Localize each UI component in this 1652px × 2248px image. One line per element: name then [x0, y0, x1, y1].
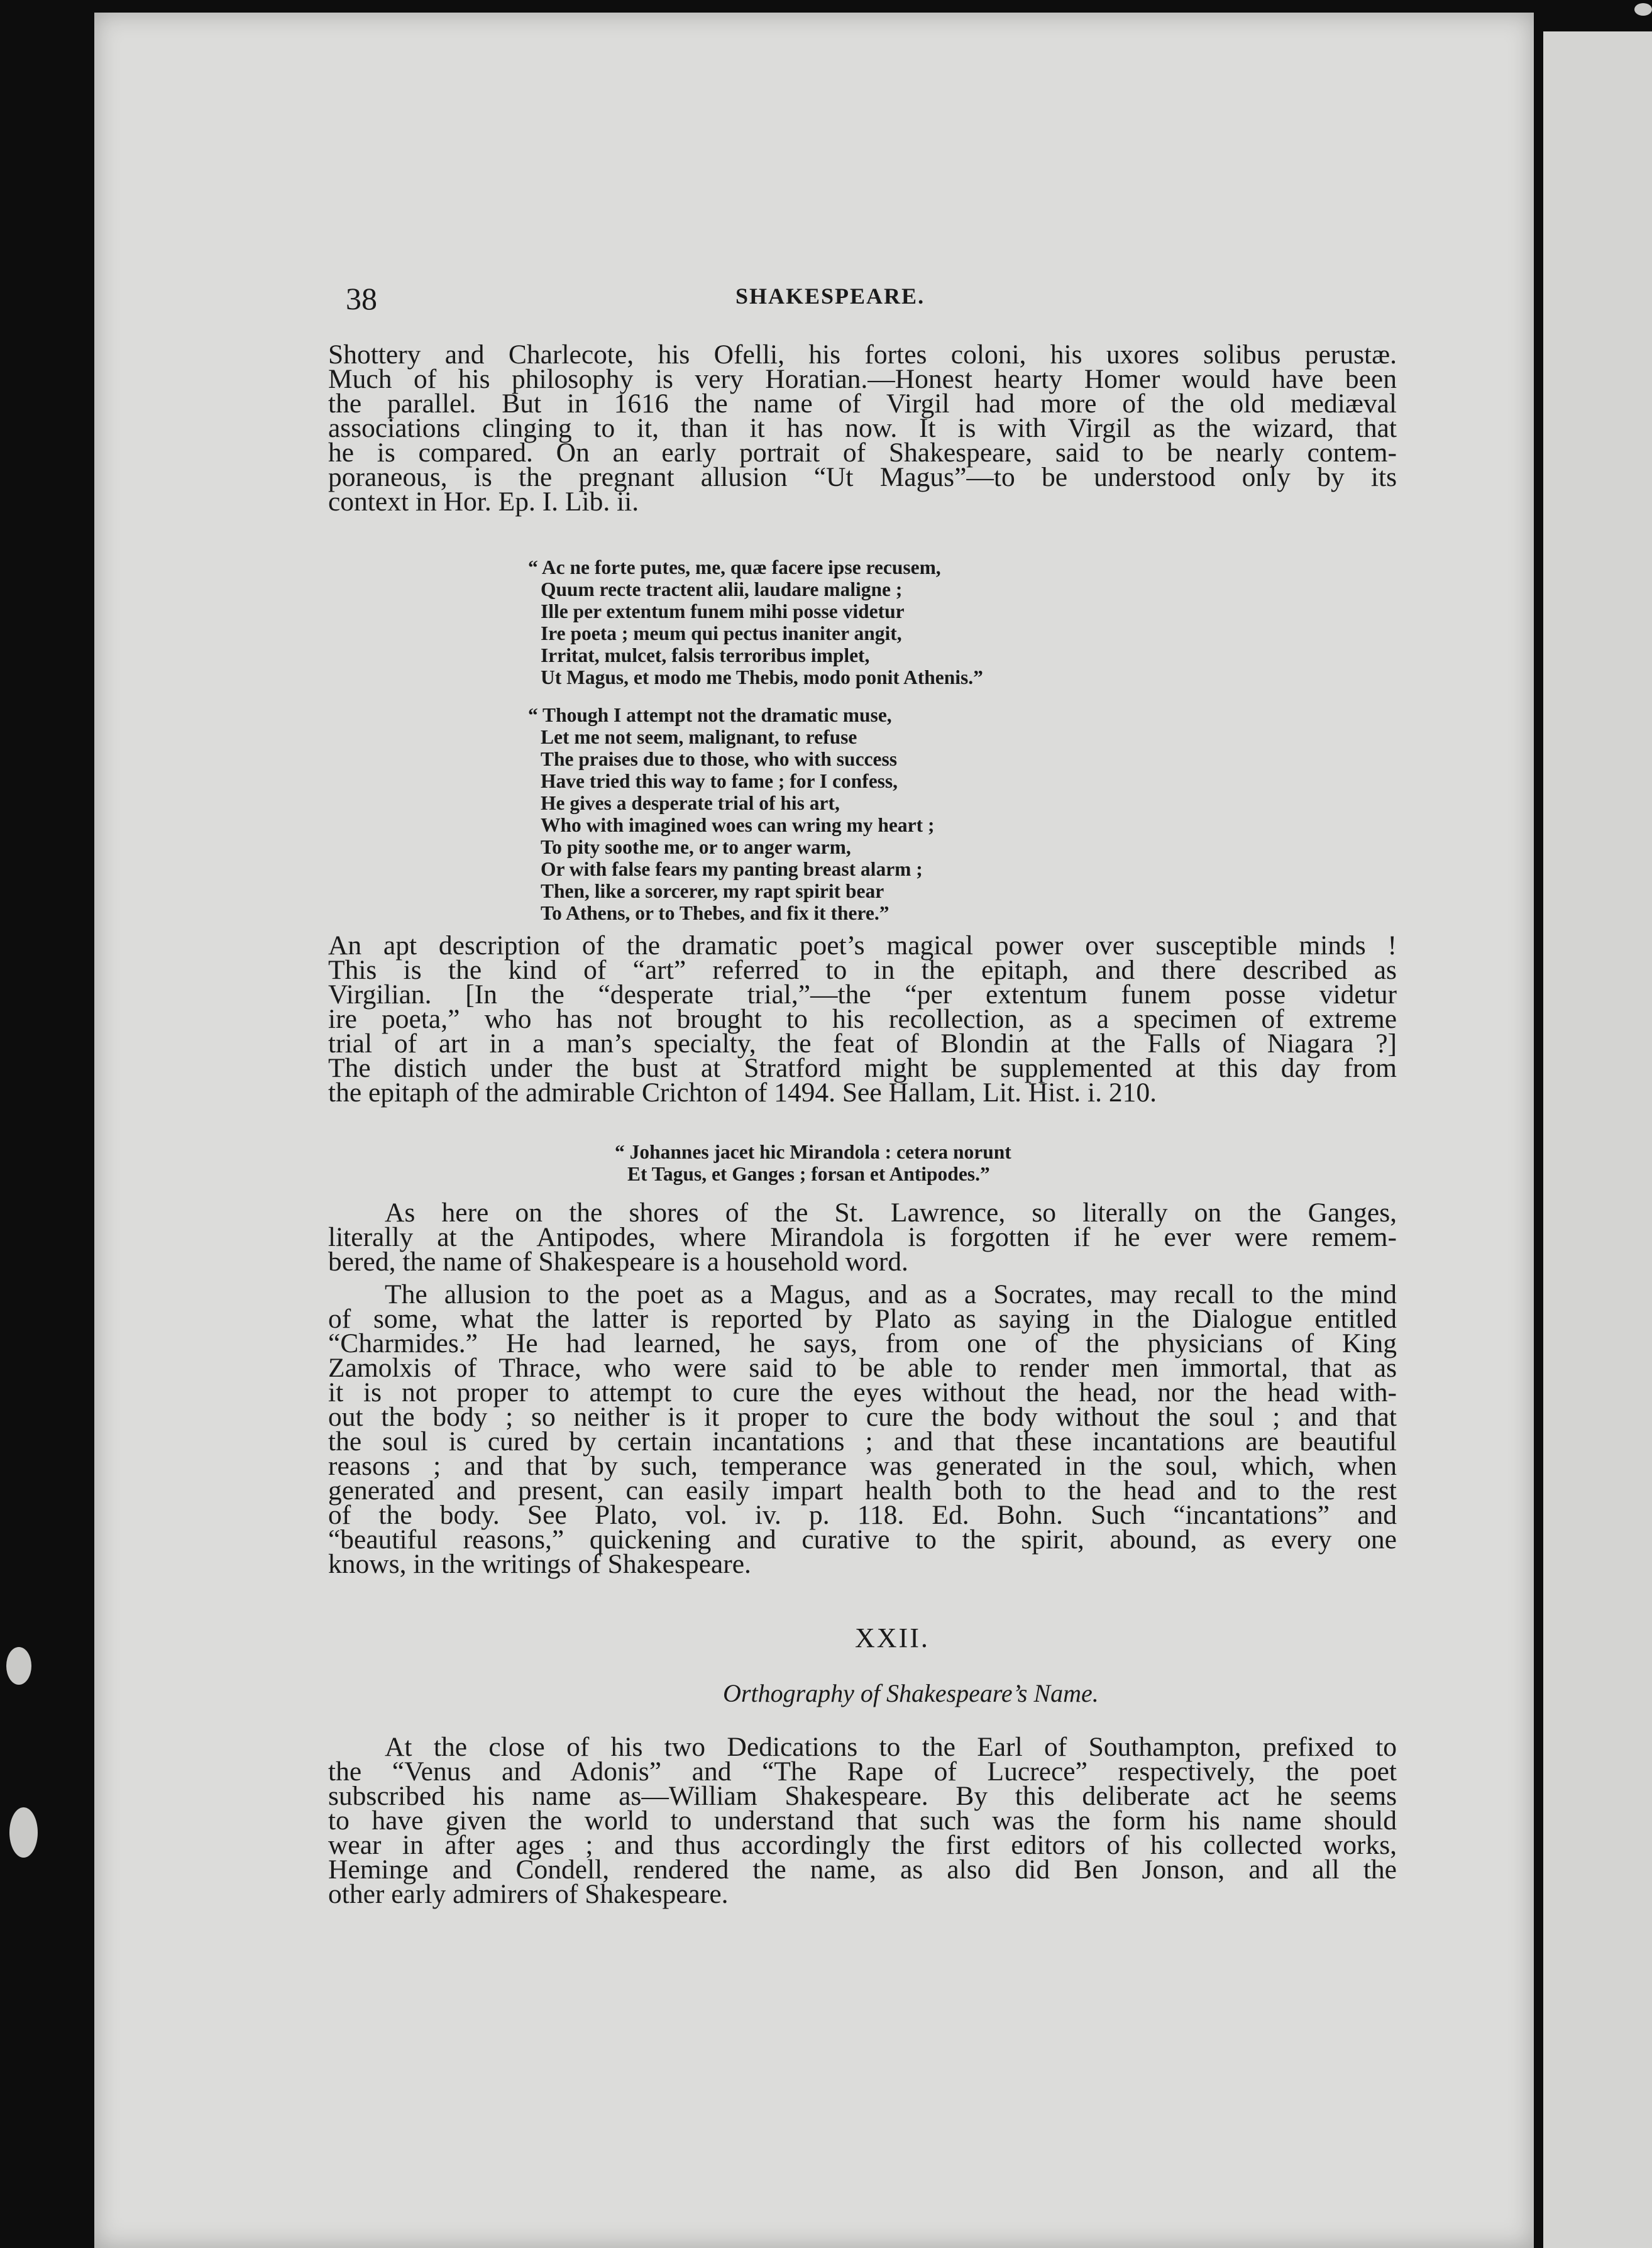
section-number: XXII.	[855, 1623, 930, 1653]
mirandola-quotation	[615, 1141, 1011, 1185]
text-line: other early admirers of Shakespeare.	[328, 1879, 729, 1909]
running-head: SHAKESPEARE.	[735, 284, 925, 309]
text-line: At the close of his two Dedications to the Earl of Southampton, prefixed to	[385, 1732, 1397, 1762]
text-line: associations clinging to it, than it has now. It is with Virgil as the wizard, that	[328, 413, 1397, 443]
text-line: Zamolxis of Thrace, who were said to be able to render men immortal, that as	[328, 1353, 1397, 1383]
text-line: reasons ; and that by such, temperance was generated in the soul, which, when	[328, 1451, 1397, 1481]
text-line: Heminge and Condell, rendered the name, as also did Ben Jonson, and all the	[328, 1854, 1397, 1885]
page-number: 38	[346, 281, 377, 316]
text-line: The allusion to the poet as a Magus, and as a Socrates, may recall to the mind	[385, 1279, 1397, 1309]
verse-line: To pity soothe me, or to anger warm,	[541, 836, 851, 858]
text-line: The distich under the bust at Stratford might be supplemented at this day from	[328, 1053, 1397, 1083]
verse-line: Who with imagined woes can wring my heart ;	[541, 814, 935, 836]
text-line: subscribed his name as—William Shakespeare. By this deliberate act he seems	[328, 1781, 1397, 1811]
verse-line: The praises due to those, who with success	[541, 748, 898, 770]
text-line: Virgilian. [In the “desperate trial,”—the “per extentum funem posse videtur	[328, 979, 1397, 1010]
verse-line: Irritat, mulcet, falsis terroribus implet,	[541, 644, 870, 666]
text-line: “beautiful reasons,” quickening and curative to the spirit, abound, as every one	[328, 1524, 1397, 1555]
verse-line: Ille per extentum funem mihi posse videtur	[541, 600, 905, 622]
verse-line: Ire poeta ; meum qui pectus inaniter angit,	[541, 622, 902, 644]
text-line: poraneous, is the pregnant allusion “Ut Magus”—to be understood only by its	[328, 462, 1397, 492]
verse-line: “ Johannes jacet hic Mirandola : cetera norunt	[615, 1141, 1011, 1163]
text-line: knows, in the writings of Shakespeare.	[328, 1549, 751, 1579]
text-line: to have given the world to understand that such was the form his name should	[328, 1805, 1397, 1836]
verse-line: He gives a desperate trial of his art,	[541, 792, 840, 814]
text-line: out the body ; so neither is it proper to cure the body without the soul ; and that	[328, 1402, 1397, 1432]
text-line: it is not proper to attempt to cure the eyes without the head, nor the head with-	[328, 1377, 1397, 1408]
verse-line: Et Tagus, et Ganges ; forsan et Antipodes.”	[627, 1163, 990, 1185]
text-line: An apt description of the dramatic poet’s magical power over susceptible minds !	[328, 930, 1397, 961]
text-line: he is compared. On an early portrait of Shakespeare, said to be nearly contem-	[328, 438, 1397, 468]
text-line: literally at the Antipodes, where Mirandola is forgotten if he ever were remem-	[328, 1222, 1397, 1252]
paragraph-magus-socrates	[328, 1279, 1397, 1579]
text-line: As here on the shores of the St. Lawrence, so literally on the Ganges,	[385, 1198, 1397, 1228]
text-line: of the body. See Plato, vol. iv. p. 118. Ed. Bohn. Such “incantations” and	[328, 1500, 1397, 1530]
text-line: Shottery and Charlecote, his Ofelli, his fortes coloni, his uxores solibus perustæ.	[328, 339, 1397, 370]
verse-line: “ Though I attempt not the dramatic muse,	[528, 704, 892, 726]
paragraph-horatian	[328, 339, 1397, 517]
scan-speck	[6, 1647, 31, 1685]
verse-line: Let me not seem, malignant, to refuse	[541, 726, 857, 748]
paragraph-dramatic-power	[328, 930, 1397, 1108]
text-line: the soul is cured by certain incantations ; and that these incantations are beautiful	[328, 1426, 1397, 1457]
verse-line: “ Ac ne forte putes, me, quæ facere ipse recusem,	[528, 556, 941, 578]
verse-line: Then, like a sorcerer, my rapt spirit bear	[541, 880, 884, 902]
text-line: context in Hor. Ep. I. Lib. ii.	[328, 487, 639, 517]
latin-quotation	[528, 556, 983, 688]
text-line: This is the kind of “art” referred to in the epitaph, and there described as	[328, 955, 1397, 985]
scan-speck	[9, 1807, 38, 1858]
english-translation-quotation	[528, 704, 934, 924]
book-page	[94, 13, 1534, 2248]
verse-line: To Athens, or to Thebes, and fix it there.”	[541, 902, 889, 924]
text-line: the parallel. But in 1616 the name of Virgil had more of the old mediæval	[328, 388, 1397, 419]
text-line: Much of his philosophy is very Horatian.—Honest hearty Homer would have been	[328, 364, 1397, 394]
text-line: generated and present, can easily impart health both to the head and to the rest	[328, 1475, 1397, 1506]
section-title: Orthography of Shakespeare’s Name.	[723, 1679, 1099, 1707]
verse-line: Or with false fears my panting breast alarm ;	[541, 858, 923, 880]
text-line: ire poeta,” who has not brought to his recollection, as a specimen of extreme	[328, 1004, 1397, 1034]
adjacent-page-edge	[1543, 31, 1652, 2248]
verse-line: Quum recte tractent alii, laudare maligne ;	[541, 578, 903, 600]
text-line: the epitaph of the admirable Crichton of 1494. See Hallam, Lit. Hist. i. 210.	[328, 1077, 1157, 1108]
paragraph-orthography	[328, 1732, 1397, 1909]
paragraph-st-lawrence	[328, 1198, 1397, 1277]
text-line: bered, the name of Shakespeare is a household word.	[328, 1247, 908, 1277]
page-header	[94, 277, 1534, 321]
verse-line: Have tried this way to fame ; for I confess,	[541, 770, 898, 792]
text-line: “Charmides.” He had learned, he says, from one of the physicians of King	[328, 1328, 1397, 1358]
text-line: the “Venus and Adonis” and “The Rape of Lucrece” respectively, the poet	[328, 1756, 1397, 1787]
scan-speck	[1634, 3, 1652, 16]
text-line: of some, what the latter is reported by Plato as saying in the Dialogue entitled	[328, 1304, 1397, 1334]
text-line: trial of art in a man’s specialty, the feat of Blondin at the Falls of Niagara ?]	[328, 1028, 1397, 1059]
text-line: wear in after ages ; and thus accordingly the first editors of his collected works,	[328, 1830, 1397, 1860]
verse-line: Ut Magus, et modo me Thebis, modo ponit Athenis.”	[541, 666, 983, 688]
